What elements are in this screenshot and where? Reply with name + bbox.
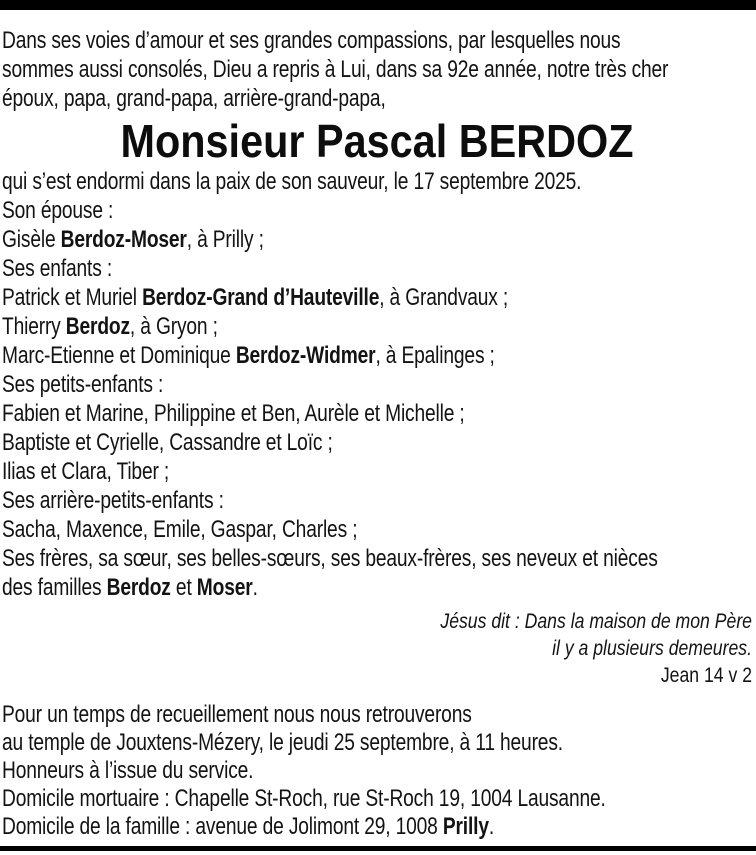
deceased-name-title: Monsieur Pascal BERDOZ xyxy=(120,115,634,167)
relatives-line-2 xyxy=(2,573,602,602)
child2-surname: Berdoz xyxy=(65,313,130,340)
family-address-city: Prilly xyxy=(442,813,489,840)
spouse-surname: Berdoz-Moser xyxy=(60,226,187,253)
children-label: Ses enfants : xyxy=(2,255,112,282)
intro-line-3: époux, papa, grand-papa, arrière-grand-papa, xyxy=(2,85,386,112)
quote-line-2: il y a plusieurs demeures. xyxy=(552,636,752,660)
intro-line-1: Dans ses voies d’amour et ses grandes compassions, par lesquelles nous xyxy=(2,27,621,54)
family-list xyxy=(2,196,752,602)
child-line-1 xyxy=(2,283,602,312)
child-line-2 xyxy=(2,312,602,341)
child1-surname: Berdoz-Grand d’Hauteville xyxy=(142,284,380,311)
child-line-3 xyxy=(2,341,602,370)
spouse-label: Son épouse : xyxy=(2,197,114,224)
child3-location: , à Epalinges ; xyxy=(375,342,495,369)
grandchildren-line-1: Fabien et Marine, Philippine et Ben, Aurèle et Michelle ; xyxy=(2,400,465,427)
family-name-berdoz: Berdoz xyxy=(106,574,171,601)
relatives2-period: . xyxy=(252,574,258,601)
notice-content xyxy=(0,10,756,841)
family-address-prefix: Domicile de la famille : avenue de Jolimont 29, 1008 xyxy=(2,813,443,840)
ceremony-line-2: au temple de Jouxtens-Mézery, le jeudi 25 septembre, à 11 heures. xyxy=(2,729,563,756)
relatives2-conjunction: et xyxy=(170,574,197,601)
great-grandchildren-line: Sacha, Maxence, Emile, Gaspar, Charles ; xyxy=(2,516,358,543)
child2-location: , à Gryon ; xyxy=(129,313,218,340)
relatives-line-1: Ses frères, sa sœur, ses belles-sœurs, ses beaux-frères, ses neveux et nièces xyxy=(2,545,658,572)
grandchildren-line-2: Baptiste et Cyrielle, Cassandre et Loïc ; xyxy=(2,429,333,456)
spouse-firstname: Gisèle xyxy=(2,226,61,253)
mortuary-address-line: Domicile mortuaire : Chapelle St-Roch, rue St-Roch 19, 1004 Lausanne. xyxy=(2,785,606,812)
quote-line-1: Jésus dit : Dans la maison de mon Père xyxy=(440,609,752,633)
grandchildren-label: Ses petits-enfants : xyxy=(2,371,164,398)
intro-paragraph xyxy=(2,26,752,113)
spouse-location: , à Prilly ; xyxy=(186,226,264,253)
child1-location: , à Grandvaux ; xyxy=(379,284,509,311)
top-rule xyxy=(0,0,756,10)
ceremony-line-3: Honneurs à l’issue du service. xyxy=(2,757,254,784)
grandchildren-line-3: Ilias et Clara, Tiber ; xyxy=(2,458,170,485)
child2-firstnames: Thierry xyxy=(2,313,66,340)
spouse-line xyxy=(2,225,602,254)
child3-firstnames: Marc-Etienne et Dominique xyxy=(2,342,236,369)
great-grandchildren-label: Ses arrière-petits-enfants : xyxy=(2,487,224,514)
death-line: qui s’est endormi dans la paix de son sauveur, le 17 septembre 2025. xyxy=(2,168,582,195)
intro-line-2: sommes aussi consolés, Dieu a repris à Lui, dans sa 92e année, notre très cher xyxy=(2,56,669,83)
ceremony-line-1: Pour un temps de recueillement nous nous retrouverons xyxy=(2,701,472,728)
quote-reference: Jean 14 v 2 xyxy=(660,663,752,687)
family-name-moser: Moser xyxy=(196,574,253,601)
family-address-line xyxy=(2,813,602,841)
bottom-rule xyxy=(0,846,756,851)
family-address-period: . xyxy=(488,813,495,840)
ceremony-info xyxy=(2,701,752,841)
child1-firstnames: Patrick et Muriel xyxy=(2,284,143,311)
scripture-quote xyxy=(2,608,752,689)
child3-surname: Berdoz-Widmer xyxy=(235,342,376,369)
relatives2-prefix: des familles xyxy=(2,574,107,601)
